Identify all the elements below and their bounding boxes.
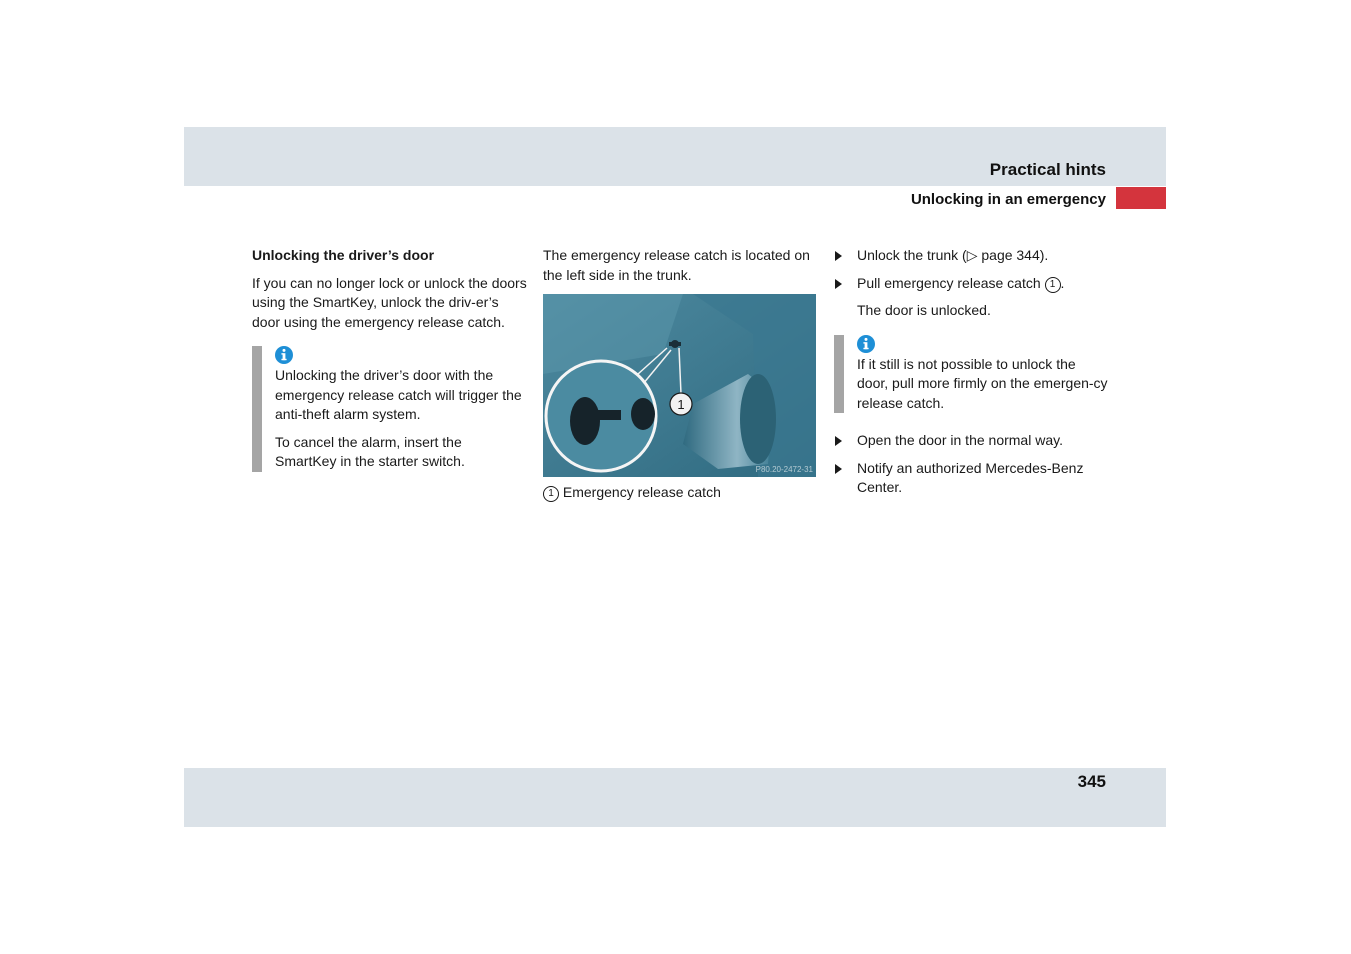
bullet-arrow-icon	[835, 279, 842, 289]
subsection-title: Unlocking in an emergency	[910, 191, 1106, 208]
page-number: 345	[1077, 772, 1106, 791]
section-title: Practical hints	[989, 160, 1106, 179]
instruction-step	[834, 459, 1109, 498]
info-box	[252, 346, 527, 472]
instruction-step	[834, 431, 1109, 451]
bullet-arrow-icon	[835, 436, 842, 446]
trunk-figure	[543, 294, 816, 477]
column-middle	[543, 246, 818, 511]
instruction-step	[834, 274, 1109, 294]
bullet-arrow-icon	[835, 251, 842, 261]
step-text: Pull emergency release catch	[857, 274, 1041, 291]
figure-code: P80.20-2472-31	[755, 465, 813, 474]
info-bar	[252, 346, 262, 472]
figure-caption	[543, 483, 818, 503]
step-text: Unlock the trunk (▷ page 344).	[857, 247, 1049, 263]
info-text: If it still is not possible to unlock the door, pull more firmly on the emergen-cy release catch.	[857, 355, 1108, 411]
subheading: Unlocking the driver’s door	[252, 247, 435, 263]
step-text-end: .	[1060, 274, 1065, 291]
column-left	[252, 246, 527, 472]
column-right	[834, 246, 1109, 506]
info-text: Unlocking the driver’s door with the emergency release catch will trigger the anti-theft alarm system.	[275, 367, 522, 422]
step-text: Notify an authorized Mercedes-Benz Center.	[857, 459, 1084, 495]
instruction-step	[834, 246, 1109, 266]
info-text: To cancel the alarm, insert the SmartKey in the starter switch.	[275, 433, 465, 469]
info-box	[834, 335, 1109, 414]
bullet-arrow-icon	[835, 464, 842, 474]
figure-intro: The emergency release catch is located on the left side in the trunk.	[543, 247, 810, 283]
info-icon	[857, 335, 875, 353]
result-text: The door is unlocked.	[857, 302, 991, 318]
step-text: Open the door in the normal way.	[857, 432, 1063, 448]
figure-callout: 1	[677, 397, 685, 412]
footer-band	[184, 768, 1166, 827]
info-icon	[275, 346, 293, 364]
caption-number: 1	[543, 486, 559, 502]
info-bar	[834, 335, 844, 414]
section-tab-marker	[1116, 187, 1166, 209]
caption-text: Emergency release catch	[562, 484, 721, 500]
step-callout-number: 1	[1045, 277, 1061, 293]
body-paragraph: If you can no longer lock or unlock the doors using the SmartKey, unlock the driv-er’s door using the emergency release catch.	[252, 274, 527, 330]
